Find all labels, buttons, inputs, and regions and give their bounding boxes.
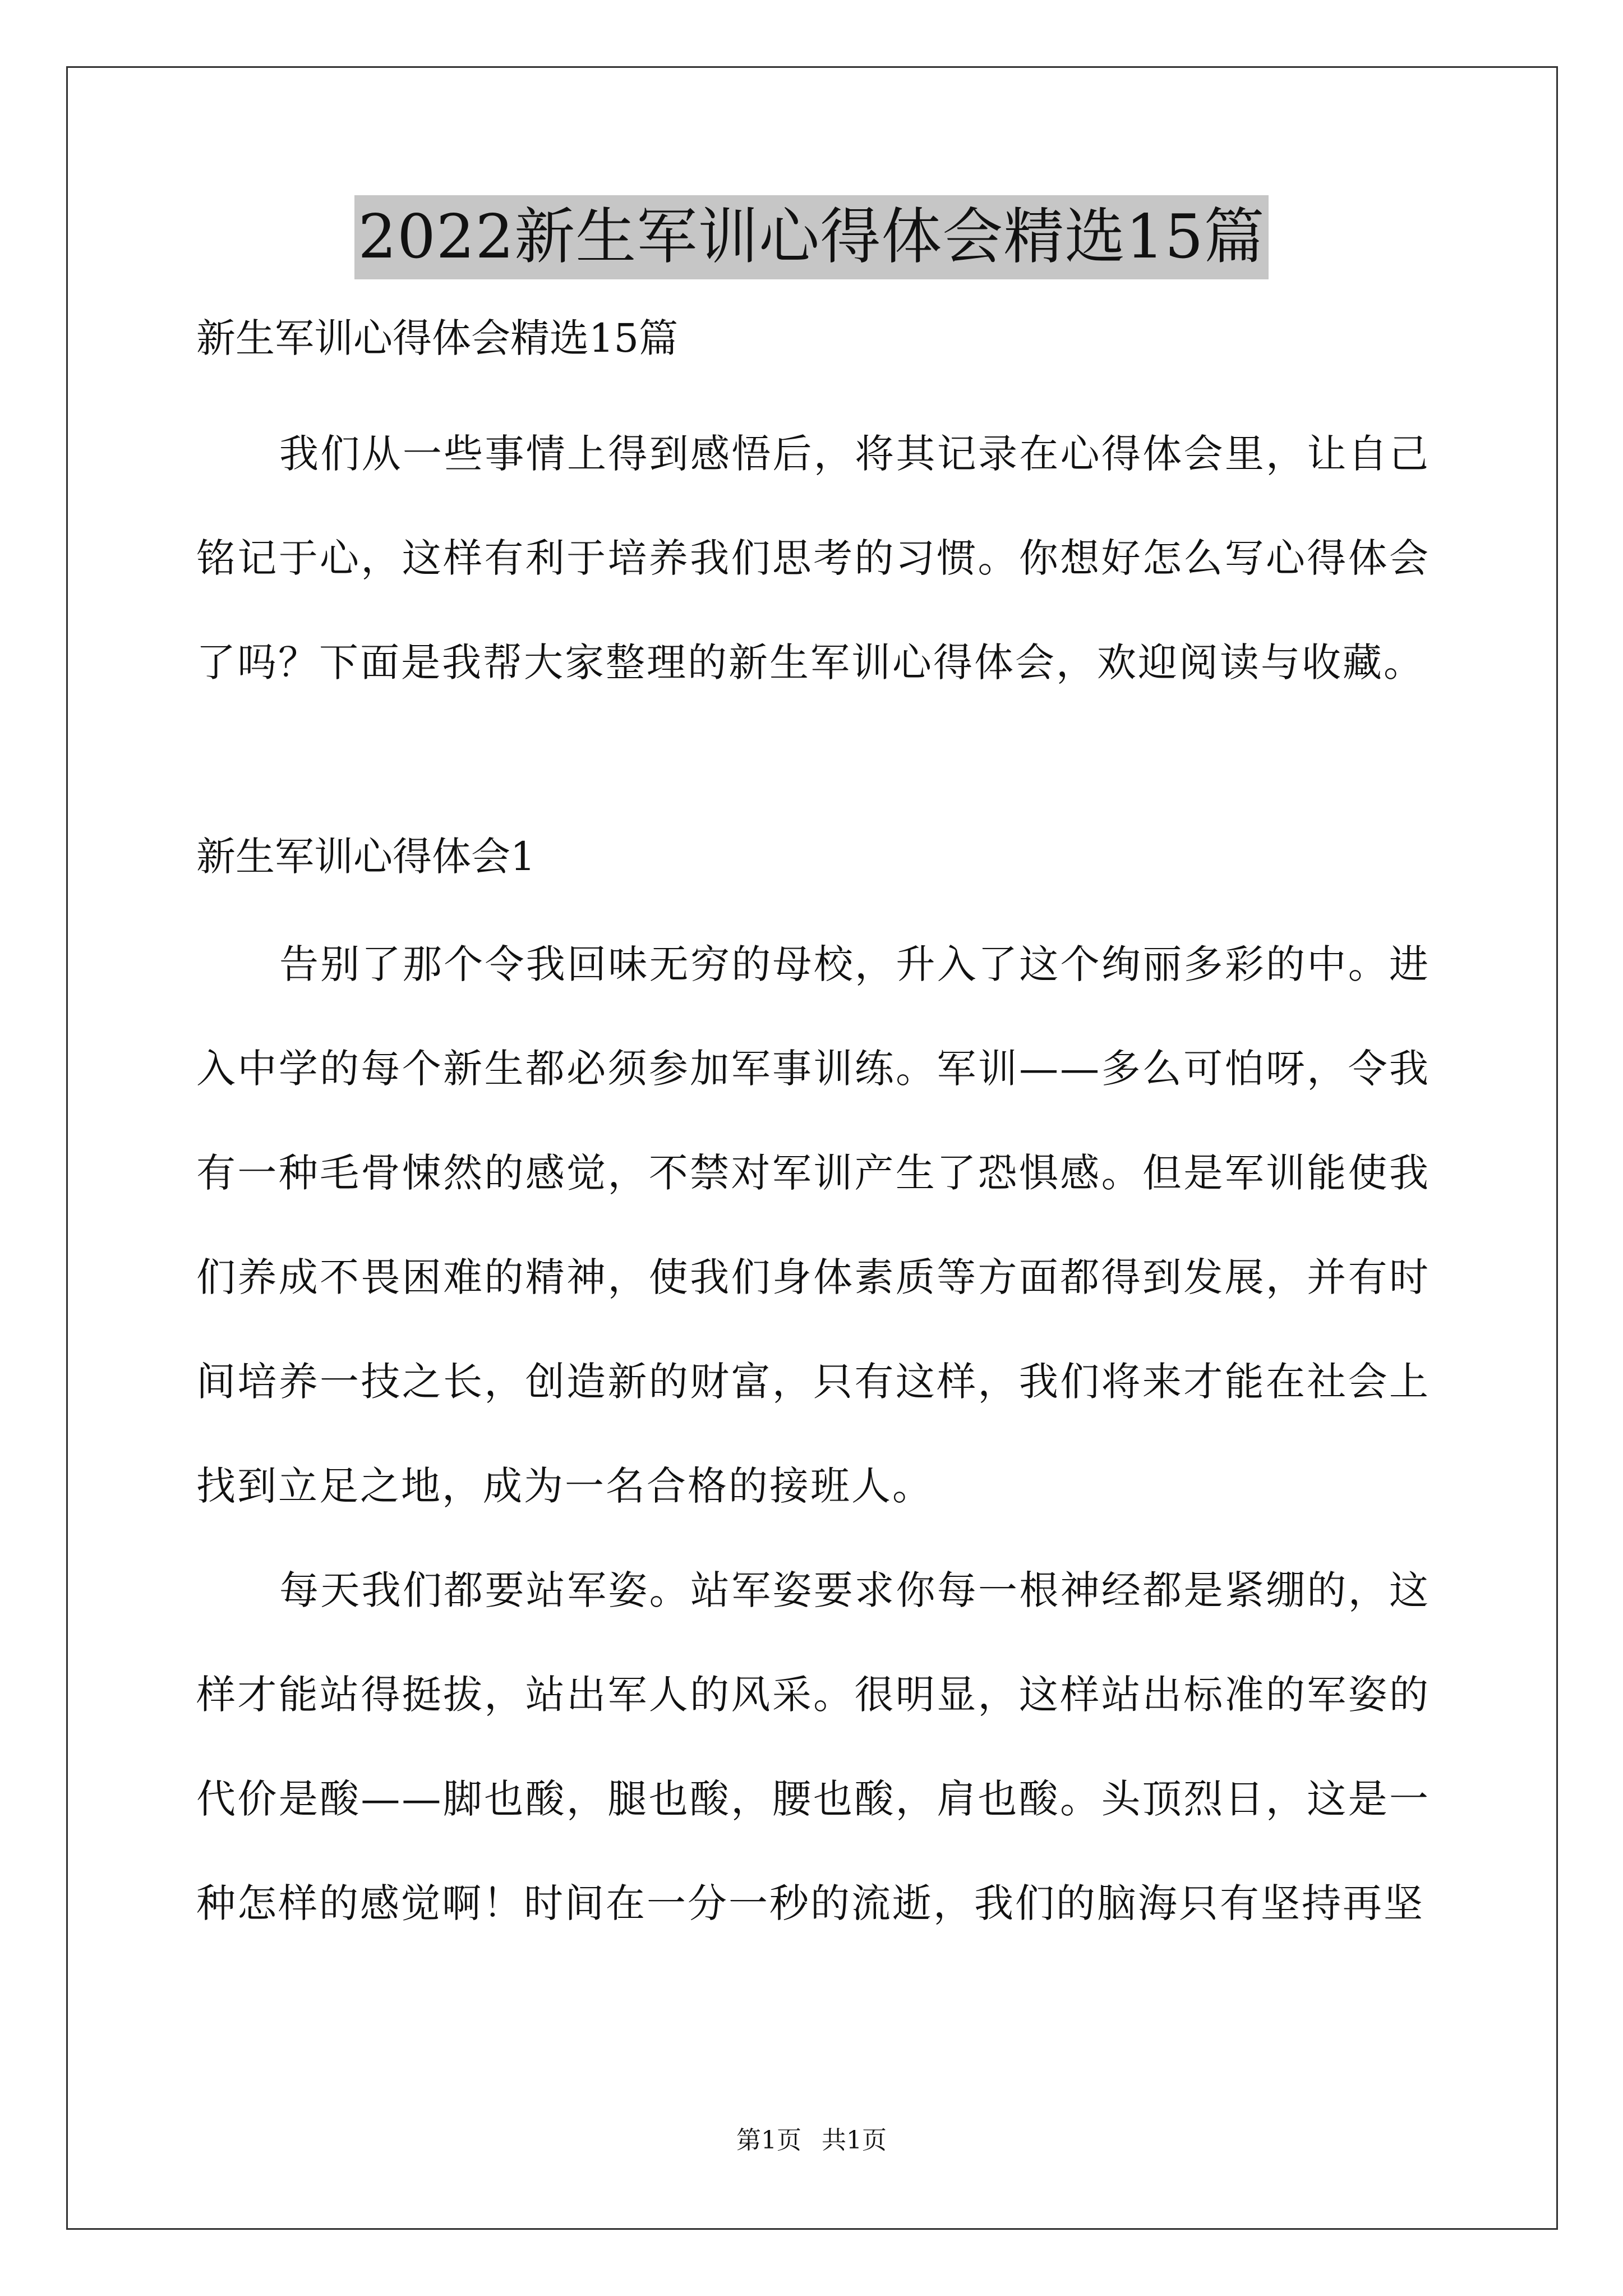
body-paragraph: 每天我们都要站军姿。站军姿要求你每一根神经都是紧绷的，这样才能站得挺拔，站出军人的风采。很明显，这样站出标准的军姿的代价是酸——脚也酸，腿也酸，腰也酸，肩也酸。头顶烈日，这是一种怎样的感觉啊！时间在一分一秒的流逝，我们的脑海只有坚持再坚 xyxy=(196,1567,1430,1926)
page-footer xyxy=(0,2124,1623,2157)
page-total: 共1页 xyxy=(822,2126,887,2155)
document-subtitle: 新生军训心得体会精选15篇 xyxy=(196,315,679,361)
section-heading: 新生军训心得体会1 xyxy=(196,834,536,880)
document-body xyxy=(196,303,1430,1955)
document-title: 2022新生军训心得体会精选15篇 xyxy=(354,195,1268,279)
body-paragraph: 告别了那个令我回味无穷的母校，升入了这个绚丽多彩的中。进入中学的每个新生都必须参加军事训练。军训——多么可怕呀，令我有一种毛骨悚然的感觉，不禁对军训产生了恐惧感。但是军训能使我们养成不畏困难的精神，使我们身体素质等方面都得到发展，并有时间培养一技之长，创造新的财富，只有这样，我们将来才能在社会上找到立足之地，成为一名合格的接班人。 xyxy=(196,941,1430,1509)
title-container xyxy=(0,195,1623,279)
intro-paragraph: 我们从一些事情上得到感悟后，将其记录在心得体会里，让自己铭记于心，这样有利于培养我们思考的习惯。你想好怎么写心得体会了吗？下面是我帮大家整理的新生军训心得体会，欢迎阅读与收藏。 xyxy=(196,431,1430,685)
page-number: 第1页 xyxy=(736,2126,801,2155)
section-spacer xyxy=(196,715,1430,821)
